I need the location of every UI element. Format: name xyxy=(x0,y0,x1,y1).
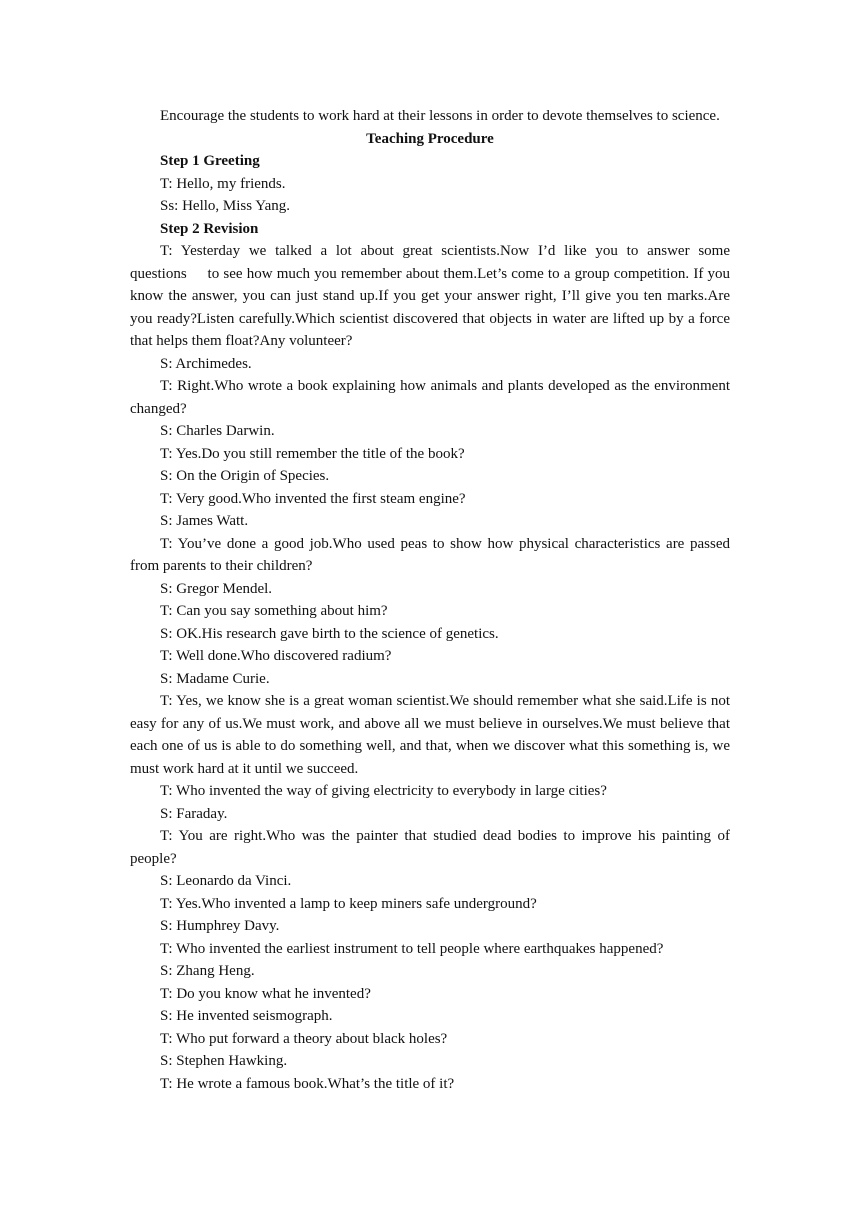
dialog-line: S: Charles Darwin. xyxy=(160,423,275,439)
dialog-line: S: Zhang Heng. xyxy=(160,963,255,979)
dialog-line: T: Well done.Who discovered radium? xyxy=(160,648,392,664)
section-title: Teaching Procedure xyxy=(366,130,494,147)
dialog-line: S: James Watt. xyxy=(160,513,249,529)
step-heading: Step 1 Greeting xyxy=(160,153,260,169)
dialog-line: T: Very good.Who invented the first steam engine? xyxy=(160,490,466,507)
dialog-line: S: Stephen Hawking. xyxy=(160,1053,288,1069)
dialog-line: T: Yes.Do you still remember the title of the book? xyxy=(160,445,465,462)
dialog-line: T: Who put forward a theory about black holes? xyxy=(160,1030,448,1047)
dialog-line: S: Humphrey Davy. xyxy=(160,918,280,934)
dialog-line: T: Can you say something about him? xyxy=(160,603,388,619)
dialog-line: S: He invented seismograph. xyxy=(160,1008,333,1024)
dialog-line: S: OK.His research gave birth to the science of genetics. xyxy=(160,625,499,642)
dialog-line: S: Archimedes. xyxy=(160,355,252,372)
dialog-line: Ss: Hello, Miss Yang. xyxy=(160,198,291,214)
dialog-line: T: Right.Who wrote a book explaining how animals and plants developed as the environment changed? xyxy=(130,378,730,417)
dialog-line: T: Yesterday we talked a lot about great scientists.Now I’d like you to answer some questions to see how much you remember about them.Let’s come to a group competition. If you know the answer, you can just stand up.If you get your answer right, I’ll give you ten marks.Are you ready?Listen carefully.Which scientist discovered that objects in water are lifted up by a force that helps them float?Any volunteer? xyxy=(130,243,730,349)
dialog-line: S: Gregor Mendel. xyxy=(160,580,273,597)
dialog-line: T: Yes.Who invented a lamp to keep miners safe underground? xyxy=(160,895,537,912)
dialog-line: S: Madame Curie. xyxy=(160,670,270,687)
dialog-line: T: Do you know what he invented? xyxy=(160,985,371,1002)
document-page xyxy=(130,105,730,1095)
dialog-line: T: Yes, we know she is a great woman scientist.We should remember what she said.Life is not easy for any of us.We must work, and above all we must believe in ourselves.We must believe that each one of us is able to do something well, and that, when we discover what this something is, we must work hard at it until we succeed. xyxy=(130,693,730,777)
dialog-line: T: You’ve done a good job.Who used peas to show how physical characteristics are passed from parents to their children? xyxy=(130,535,730,574)
dialog-line: T: He wrote a famous book.What’s the title of it? xyxy=(160,1075,455,1092)
dialog-line: S: Faraday. xyxy=(160,805,228,822)
intro-paragraph: Encourage the students to work hard at their lessons in order to devote themselves to science. xyxy=(160,108,720,124)
dialog-line: S: Leonardo da Vinci. xyxy=(160,873,292,889)
dialog-line: T: You are right.Who was the painter that studied dead bodies to improve his painting of people? xyxy=(130,828,730,867)
dialog-line: S: On the Origin of Species. xyxy=(160,468,330,484)
dialog-line: T: Who invented the way of giving electricity to everybody in large cities? xyxy=(160,783,607,799)
dialog-line: T: Who invented the earliest instrument to tell people where earthquakes happened? xyxy=(160,940,664,957)
dialog-line: T: Hello, my friends. xyxy=(160,175,286,192)
step-heading: Step 2 Revision xyxy=(160,220,259,237)
